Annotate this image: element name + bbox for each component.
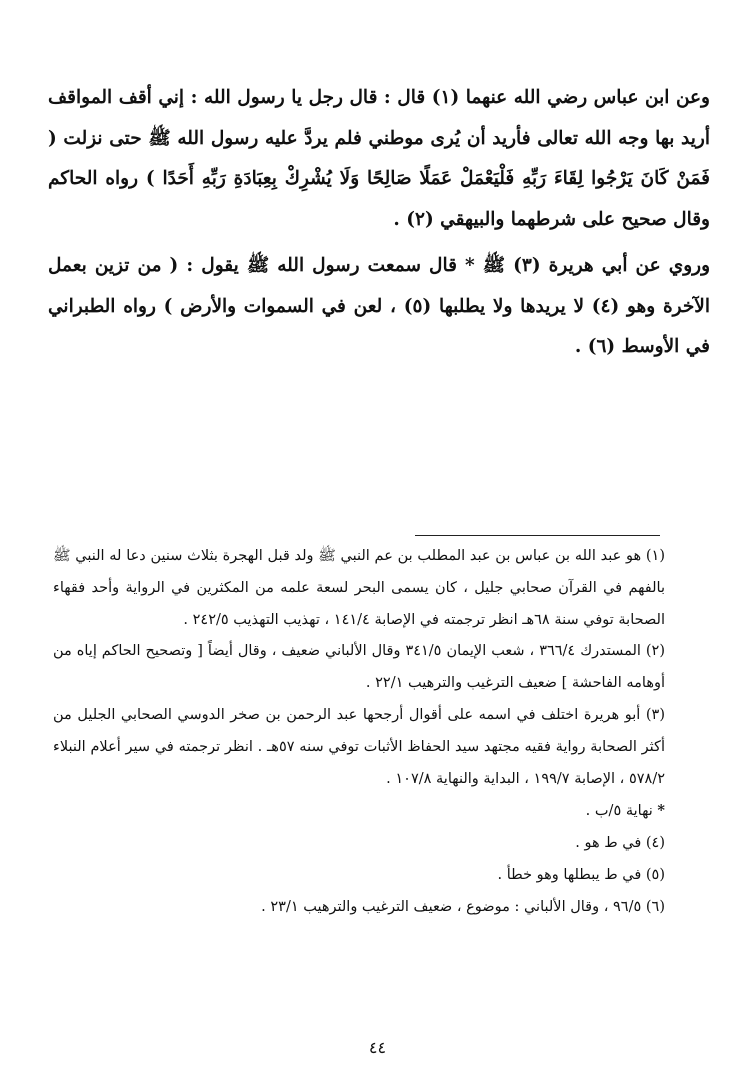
- footnote-5: (٥) في ط يبطلها وهو خطأ .: [497, 866, 665, 883]
- star-note-text: نهاية ٥/ب .: [585, 803, 653, 820]
- footnote-6: (٦) ٩٦/٥ ، وقال الألباني : موضوع ، ضعيف الترغيب والترهيب ٢٣/١ .: [261, 898, 665, 915]
- footnotes: [53, 541, 665, 924]
- footnote-2: (٢) المستدرك ٣٦٦/٤ ، شعب الإيمان ٣٤١/٥ وقال الألباني ضعيف ، وقال أيضاً [ وتصحيح الحاكم إياه من أوهامه الفاحشة ] ضعيف الترغيب والترهيب ٢٢/١ .: [53, 643, 665, 692]
- footnote-1: (١) هو عبد الله بن عباس بن عبد المطلب بن عم النبي ﷺ ولد قبل الهجرة بثلاث سنين دعا له النبي ﷺ بالفهم في القرآن صحابي جليل ، كان يسمى البحر لسعة علمه من المكثرين في الرواية وأحد فقهاء الصحابة توفي سنة ٦٨هـ انظر ترجمته في الإصابة ١٤١/٤ ، تهذيب التهذيب ٢٤٢/٥ .: [53, 548, 665, 628]
- main-text: [48, 78, 710, 368]
- star-symbol: *: [657, 802, 665, 820]
- footnote-divider: [415, 535, 660, 536]
- star-note: [53, 795, 665, 828]
- footnote-4: (٤) في ط هو .: [575, 835, 665, 852]
- paragraph-abu-hurayra: وروي عن أبي هريرة (٣) ﷺ * قال سمعت رسول الله ﷺ يقول : ( من تزين بعمل الآخرة وهو (٤) لا يريدها ولا يطلبها (٥) ، لعن في السموات والأرض ) رواه الطبراني في الأوسط (٦) .: [48, 255, 711, 357]
- footnote-3: (٣) أبو هريرة اختلف في اسمه على أقوال أرجحها عبد الرحمن بن صخر الدوسي الصحابي الجليل من أكثر الصحابة رواية فقيه مجتهد سيد الحفاظ الأثبات توفي سنه ٥٧هـ . انظر ترجمته في سير أعلام النبلاء ٥٧٨/٢ ، الإصابة ١٩٩/٧ ، البداية والنهاية ١٠٧/٨ .: [53, 706, 665, 787]
- paragraph-ibn-abbas: وعن ابن عباس رضي الله عنهما (١) قال : قال رجل يا رسول الله : إني أقف المواقف أريد بها وجه الله تعالى فأريد أن يُرى موطني فلم يردَّ عليه رسول الله ﷺ حتى نزلت ( فَمَنْ كَانَ يَرْجُوا لِقَاءَ رَبِّهِ فَلْيَعْمَلْ عَمَلًا صَالِحًا وَلَا يُشْرِكْ بِعِبَادَةِ رَبِّهِ أَحَدًا ) رواه الحاكم وقال صحيح على شرطهما والبيهقي (٢) .: [48, 87, 710, 230]
- page-number: ٤٤: [368, 1038, 387, 1057]
